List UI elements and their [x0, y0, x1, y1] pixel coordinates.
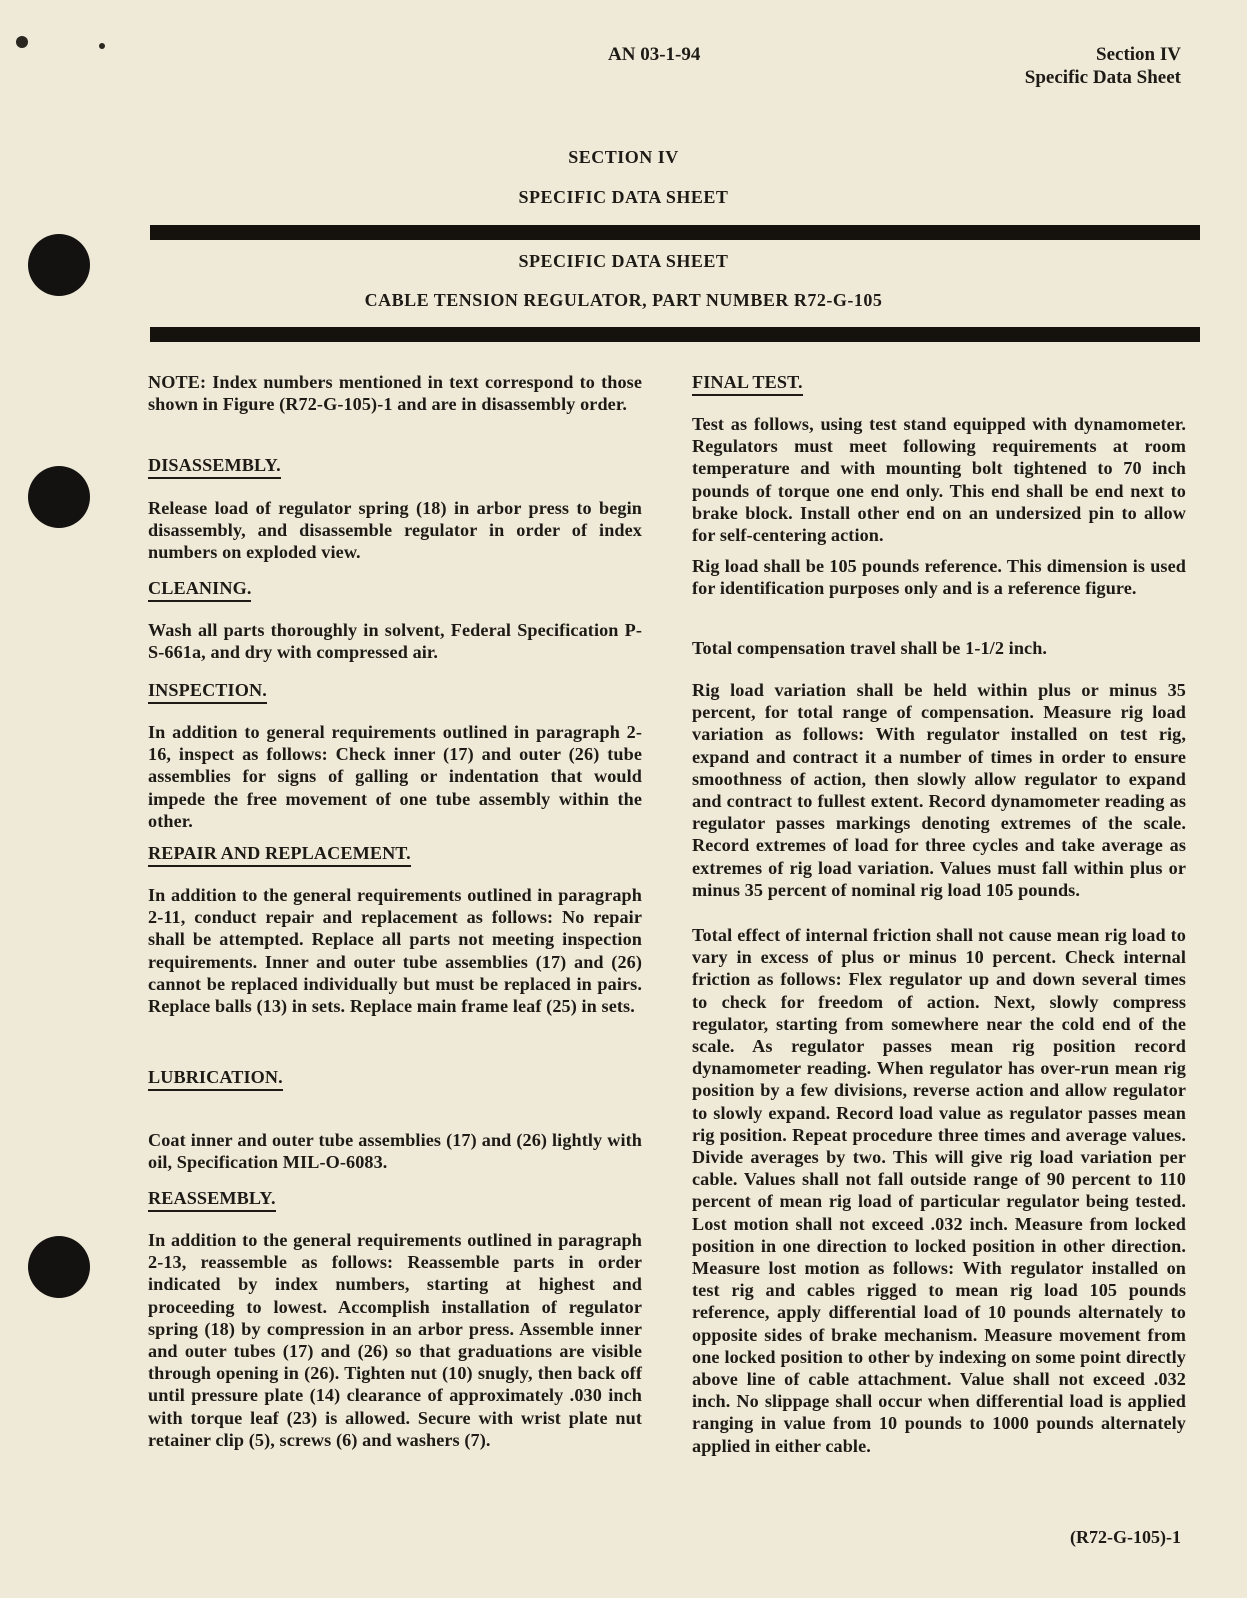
paragraph: Release load of regulator spring (18) in arbor press to begin disassembly, and disassemble regulator in order of index numbers on exploded view. [148, 498, 642, 563]
section-subtitle: Specific Data Sheet [1024, 67, 1181, 88]
paragraph: Test as follows, using test stand equipped with dynamometer. Regulators must meet following requirements at room temperature and with mounting bolt tightened to 70 inch pounds of torque one end only. This end shall be end next to brake block. Install other end on an undersized pin to allow for self-centering action. [692, 414, 1186, 546]
paragraph: In addition to the general requirements outlined in paragraph 2-11, conduct repair and replacement as follows: No repair shall be attempted. Replace all parts not meeting inspection requirements. Inner and outer tube assemblies (17) and (26) cannot be replaced individually but must be replaced in pairs. Replace balls (13) in sets. Replace main frame leaf (25) in sets. [148, 885, 642, 1017]
paragraph: Coat inner and outer tube assemblies (17) and (26) lightly with oil, Specification MIL-O-6083. [148, 1130, 642, 1173]
paragraph: In addition to general requirements outlined in paragraph 2-16, inspect as follows: Check inner (17) and outer (26) tube assemblies for signs of galling or indentation that would impede the free movement of one tube assembly within the other. [148, 722, 642, 831]
punch-mark [16, 36, 28, 48]
section-heading: DISASSEMBLY. [148, 454, 281, 479]
sheet-heading: SPECIFIC DATA SHEET [518, 251, 729, 271]
section-heading: LUBRICATION. [148, 1066, 283, 1091]
section-title: SECTION IV [568, 147, 679, 167]
section-heading: REPAIR AND REPLACEMENT. [148, 842, 411, 867]
divider [150, 327, 1200, 342]
paragraph: Rig load shall be 105 pounds reference. This dimension is used for identification purposes only and is a reference figure. [692, 556, 1186, 599]
paragraph: Total compensation travel shall be 1-1/2 inch. [692, 638, 1048, 658]
section-heading: CLEANING. [148, 577, 251, 602]
paragraph: Rig load variation shall be held within plus or minus 35 percent, for total range of compensation. Measure rig load variation as follows: With regulator installed on test rig, expand and contract it a number of times in order to ensure smoothness of action, then slowly allow regulator to expand and contract to fullest extent. Record dynamometer reading as regulator passes markings denoting extremes of the scale. Record extremes of load for three cycles and take average as extremes of rig load variation. Values must fall within plus or minus 35 percent of nominal rig load 105 pounds. [692, 680, 1186, 900]
paragraph: Total effect of internal friction shall not cause mean rig load to vary in excess of plus or minus 10 percent. Check internal friction as follows: Flex regulator up and down several times to check for freedom of action. Next, slowly compress regulator, starting from somewhere near the cold end of the scale. As regulator passes mean rig position record dynamometer reading. When regulator has over-run mean rig position by a few divisions, reverse action and allow regulator to slowly expand. Record load value as regulator passes mean rig position. Repeat procedure three times and average values. Divide averages by two. This will give rig load variation per cable. Values shall not fall outside range of 90 percent to 110 percent of mean rig load of particular regulator being tested. Lost motion shall not exceed .032 inch. Measure from locked position in one direction to locked position in other direction. Measure lost motion as follows: With regulator installed on test rig and cables rigged to mean rig load 105 pounds reference, apply differential load of 10 pounds alternately to opposite sides of brake mechanism. Measure movement from one locked position to other by indexing on some point directly above line of cable attachment. Value shall not exceed .032 inch. No slippage shall occur when differential load is applied ranging in value from 10 pounds to 1000 pounds alternately applied in either cable. [692, 925, 1186, 1456]
paragraph: In addition to the general requirements outlined in paragraph 2-13, reassemble as follows: Reassemble parts in order indicated by index numbers, starting at highest and proceeding to lowest. Accomplish installation of regulator spring (18) by compression in an arbor press. Assemble inner and outer tubes (17) and (26) so that graduations are visible through opening in (26). Tighten nut (10) snugly, then back off until pressure plate (14) clearance of approximately .030 inch with torque leaf (23) is allowed. Secure with wrist plate nut retainer clip (5), screws (6) and washers (7). [148, 1230, 642, 1450]
figure-reference: (R72-G-105)-1 [1070, 1527, 1181, 1547]
binder-hole [28, 1236, 90, 1298]
note: NOTE: Index numbers mentioned in text correspond to those shown in Figure (R72-G-105)-1 and are in disassembly order. [148, 372, 642, 415]
section-heading: FINAL TEST. [692, 371, 803, 396]
part-title: CABLE TENSION REGULATOR, PART NUMBER R72-G-105 [364, 290, 883, 310]
paragraph: Wash all parts thoroughly in solvent, Federal Specification P-S-661a, and dry with compressed air. [148, 620, 642, 663]
section-heading: INSPECTION. [148, 679, 267, 704]
document-number: AN 03-1-94 [608, 44, 701, 65]
page-heading: SPECIFIC DATA SHEET [518, 187, 729, 207]
divider [150, 225, 1200, 240]
binder-hole [28, 466, 90, 528]
punch-mark [99, 43, 105, 49]
section-label: Section IV [1096, 44, 1181, 65]
section-heading: REASSEMBLY. [148, 1187, 276, 1212]
